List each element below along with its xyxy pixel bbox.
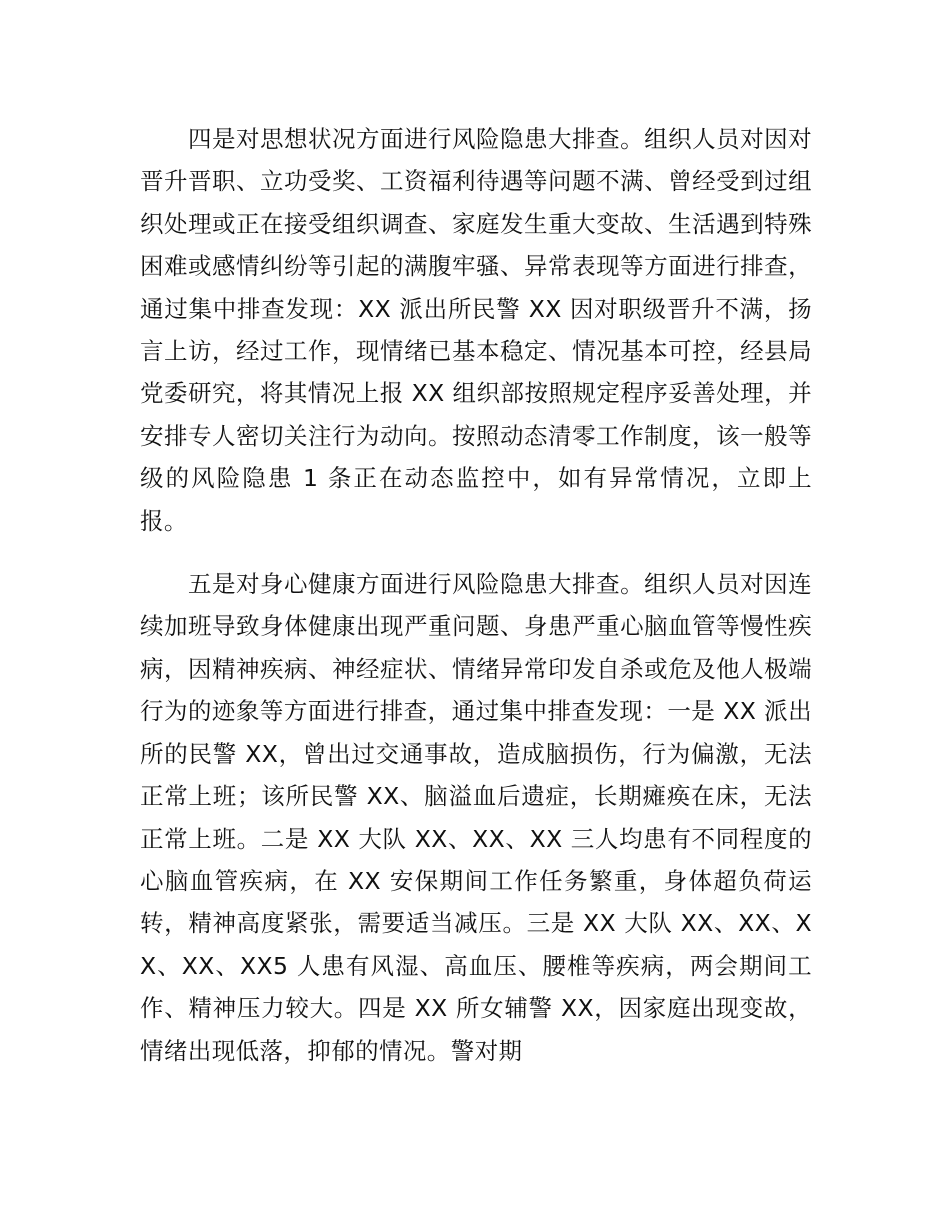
paragraph-health-risk: 五是对身心健康方面进行风险隐患大排查。组织人员对因连续加班导致身体健康出现严重问题、身患严重心脑血管等慢性疾病，因精神疾病、神经症状、情绪异常印发自杀或危及他人极端行为的迹象等方面进行排查，通过集中排查发现：一是 XX 派出所的民警 XX，曾出过交通事故，造成脑损伤，行为偏激，无法正常上班；该所民警 XX、脑溢血后遗症，长期瘫痪在床，无法正常上班。二是 XX 大队 XX、XX、XX 三人均患有不同程度的心脑血管疾病，在 XX 安保期间工作任务繁重，身体超负荷运转，精神高度紧张，需要适当减压。三是 XX 大队 XX、XX、XX、XX、XX5 人患有风湿、高血压、腰椎等疾病，两会期间工作、精神压力较大。四是 XX 所女辅警 XX，因家庭出现变故，情绪出现低落，抑郁的情况。警对期 [140,570,812,1065]
document-body [140,118,812,1072]
paragraph-ideological-risk: 四是对思想状况方面进行风险隐患大排查。组织人员对因对晋升晋职、立功受奖、工资福利待遇等问题不满、曾经受到过组织处理或正在接受组织调查、家庭发生重大变故、生活遇到特殊困难或感情纠纷等引起的满腹牢骚、异常表现等方面进行排查，通过集中排查发现：XX 派出所民警 XX 因对职级晋升不满，扬言上访，经过工作，现情绪已基本稳定、情况基本可控，经县局党委研究，将其情况上报 XX 组织部按照规定程序妥善处理，并安排专人密切关注行为动向。按照动态清零工作制度，该一般等级的风险隐患 1 条正在动态监控中，如有异常情况，立即上报。 [140,125,812,535]
